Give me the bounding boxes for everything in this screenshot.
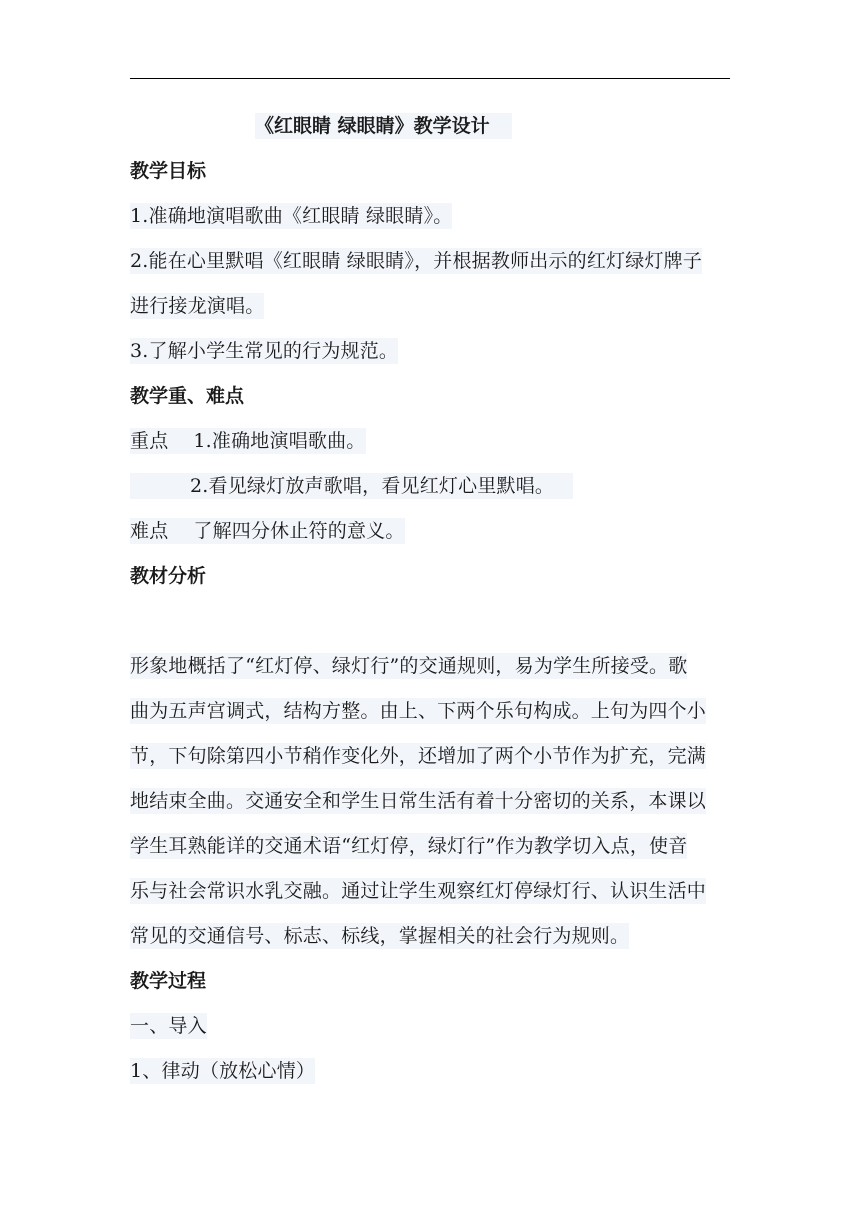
goal-item: 2.能在心里默唱《红眼睛 绿眼睛》，并根据教师出示的红灯绿灯牌子 (130, 250, 703, 272)
key-point-1: 1.准确地演唱歌曲。 (193, 430, 366, 452)
analysis-line: 常见的交通信号、标志、标线，掌握相关的社会行为规则。 (130, 925, 630, 947)
section-heading-key-points: 教学重、难点 (130, 385, 245, 407)
key-point-2: 2.看见绿灯放声歌唱，看见红灯心里默唱。 (190, 475, 555, 497)
analysis-line: 学生耳熟能详的交通术语“红灯停，绿灯行”作为教学切入点，使音 (130, 835, 688, 857)
analysis-line: 节，下句除第四小节稍作变化外，还增加了两个小节作为扩充，完满 (130, 745, 707, 767)
key-label: 重点 (130, 430, 169, 452)
analysis-line (130, 599, 732, 644)
difficult-point-row (130, 509, 732, 554)
document-body (130, 104, 732, 1094)
section-heading-process: 教学过程 (130, 970, 207, 992)
key-point-row (130, 419, 732, 464)
goal-item: 1.准确地演唱歌曲《红眼睛 绿眼睛》。 (130, 205, 453, 227)
key-point-row (130, 464, 732, 509)
analysis-line: 地结束全曲。交通安全和学生日常生活有着十分密切的关系，本课以 (130, 790, 707, 812)
goal-item: 3.了解小学生常见的行为规范。 (130, 340, 399, 362)
section-heading-goals: 教学目标 (130, 160, 207, 182)
analysis-line: 乐与社会常识水乳交融。通过让学生观察红灯停绿灯行、认识生活中 (130, 880, 707, 902)
section-heading-analysis: 教材分析 (130, 565, 207, 587)
analysis-line: 曲为五声宫调式，结构方整。由上、下两个乐句构成。上句为四个小 (130, 700, 707, 722)
process-step: 1、律动（放松心情） (130, 1060, 316, 1082)
difficult-label: 难点 (130, 520, 169, 542)
goal-item: 进行接龙演唱。 (130, 295, 265, 317)
analysis-line: 形象地概括了“红灯停、绿灯行”的交通规则，易为学生所接受。歌 (130, 655, 688, 677)
difficult-point-1: 了解四分休止符的意义。 (193, 520, 405, 542)
document-title: 《红眼睛 绿眼睛》教学设计 (130, 104, 732, 149)
header-rule (130, 78, 730, 79)
process-step: 一、导入 (130, 1015, 207, 1037)
